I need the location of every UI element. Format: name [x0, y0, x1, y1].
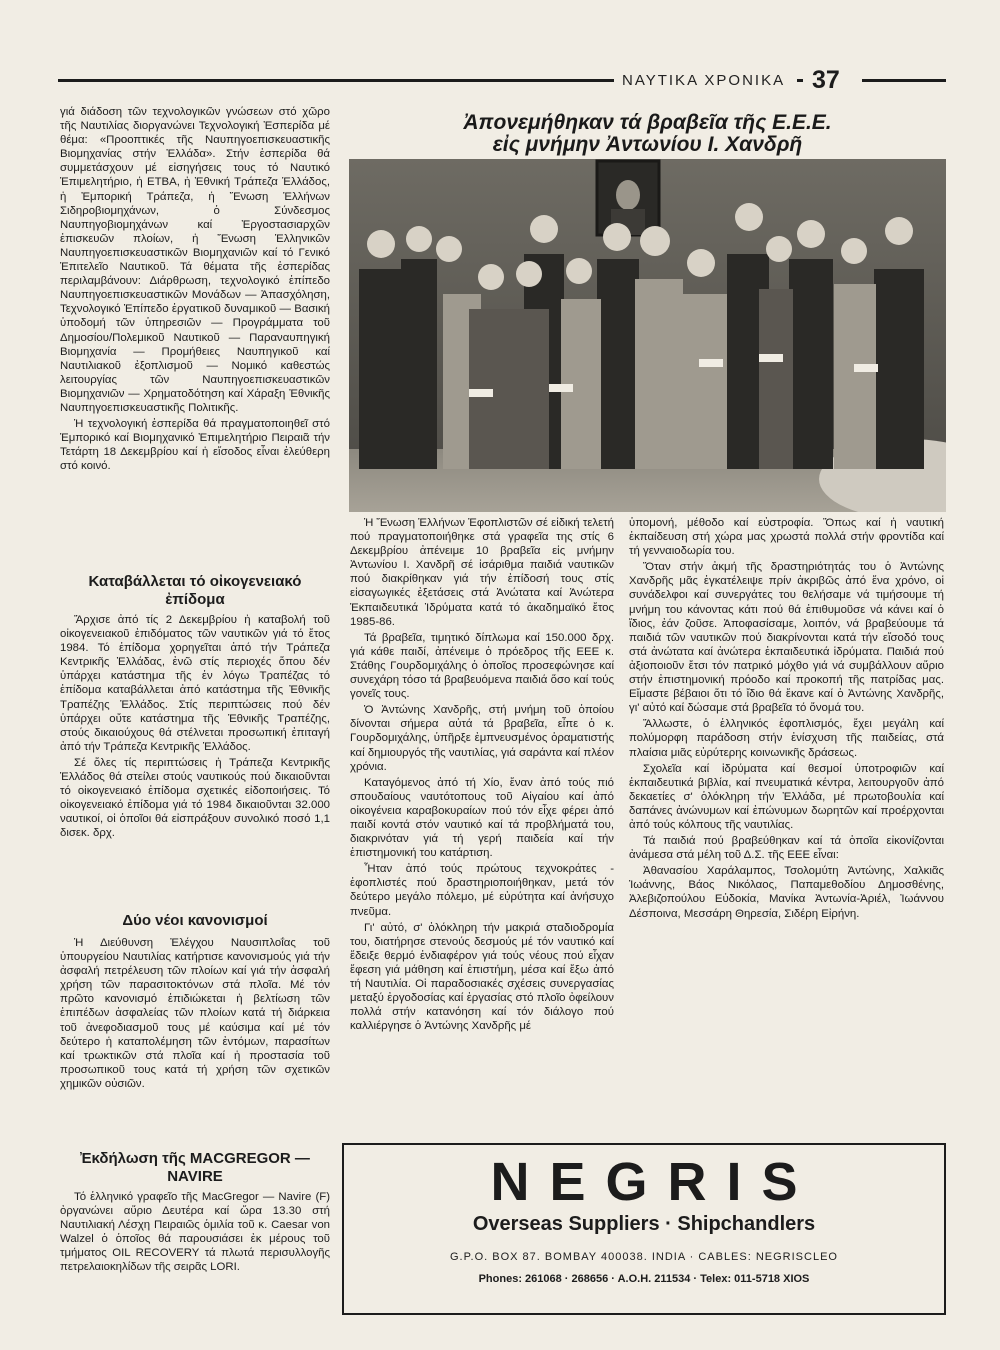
publication-name: ΝΑΥΤΙΚΑ ΧΡΟΝΙΚΑ — [622, 72, 786, 89]
awards-p11: Τά παιδιά πού βραβεύθηκαν καί τά ὁποῖα εἰκονίζονται ἀνάμεσα στά μέλη τοῦ Δ.Σ. τῆς ΕΕΕ εἶναι: — [629, 835, 944, 862]
regulations-article — [60, 936, 330, 1091]
awards-winners-list: Ἀθανασίου Χαράλαμπος, Τσολομύτη Ἀντώνης, Χαλκιᾶς Ἰωάννης, Βάος Νικόλαος, Παπαμεθοδίου Δημοσθένης, Ἀλεβιζοπούλου Εὐδοκία, Μανίκα Ἀντωνία-Ἀριέλ, Ἰωάννου Δέσποινα, Μεσσάρη Θηρεσία, Σιδέρη Εἰρήνη. — [629, 865, 944, 920]
header-rule-left — [58, 79, 614, 82]
family-allowance-heading: Καταβάλλεται τό οἰκογενειακό ἐπίδομα — [88, 573, 302, 608]
ad-phones: Phones: 261068 · 268656 · A.O.H. 211534 · Telex: 011-5718 XIOS — [478, 1273, 810, 1285]
negris-advertisement — [342, 1143, 946, 1315]
main-headline — [345, 112, 950, 156]
award-ceremony-photo — [349, 159, 946, 512]
macgregor-article — [60, 1190, 330, 1275]
ad-title: NEGRIS — [490, 1152, 818, 1212]
awards-p3: Ὁ Ἀντώνης Χανδρῆς, στή μνήμη τοῦ ὁποίου δίνονται σήμερα αὐτά τά βραβεῖα, εἶπε ὁ κ. Γουρδομιχάλης, ὑπῆρξε ἐμπνευσμένος ὁραματιστής καί δημιουργός τῆς ναυτιλίας, γιά σαράντα καί πλέον χρόνια. — [350, 704, 614, 773]
headline-line1: Ἀπονεμήθηκαν τά βραβεῖα τῆς Ε.Ε.Ε. — [463, 111, 832, 134]
ad-address: G.P.O. BOX 87. BOMBAY 400038. INDIA · CABLES: NEGRISCLEO — [450, 1251, 838, 1263]
family-allowance-article — [60, 613, 330, 841]
tech-evening-p1: γιά διάδοση τῶν τεχνολογικῶν γνώσεων στό χῶρο τῆς Ναυτιλίας διοργανώνει Τεχνολογική Ἑσπερίδα μέ θέμα: «Προοπτικές τῆς Ναυπηγοεπισκευαστικῆς Βιομηχανίας στήν Ἑλλάδα». Στήν ἑσπερίδα θά συμμετάσχουν μέ εἰσηγήσεις τους τό Ναυτικό Ἐπιμελητήριο, ἡ ΕΤΒΑ, ἡ Ἐθνική Τράπεζα Ἑλλάδος, ἡ Ἐμπορική Τράπεζα, ἡ Ἕνωση Ἑλλήνων Σιδηροβιομηχάνων, ὁ Σύνδεσμος Ναυπηγοβιομηχάνων καί Ἐργοστασιαρχῶν ἐπισκευῶν πλοίων, ἡ Ἕνωση Ἑλληνικῶν Ναυπηγοεπισκευαστικῶν Βιομηχανιῶν καί τό Γενικό Ἐπιτελεῖο Ναυτικοῦ. Τά θέματα τῆς ἑσπερίδας περιλαμβάνουν: Διάρθρωση, τεχνολογικό ἐπίπεδο Ναυπηγοεπισκευαστικῶν Μονάδων — Ἀπασχόληση, Τεχνολογικό Ἐπίπεδο ἐργατικοῦ δυναμικοῦ — Βασική ὑποδομή τῶν ὑπηρεσιῶν — Προγράμματα τοῦ Δημοσίου/Πολεμικοῦ Ναυτικοῦ — Παραναυπηγική Βιομηχανία — Προμήθειες Ναυπηγικοῦ καί Ναυτιλιακοῦ ἐξοπλισμοῦ — Νομικό καθεστώς λειτουργίας τῶν Ναυπηγοεπισκευαστικῶν Βιομηχανιῶν — Χρηματοδότηση καί Χάραξη Ἐθνικῆς Ναυπηγοεπισκευαστικῆς Πολιτικῆς. — [60, 106, 330, 414]
regulations-p1: Ἡ Διεύθυνση Ἐλέγχου Ναυσιπλοΐας τοῦ ὑπουργείου Ναυτιλίας κατήρτισε κανονισμούς γιά τήν ἀσφαλή πετρέλευση τῶν πλοίων καί γιά τήν ἀσφαλή χρήση τῶν παρασιτοκτόνων στά πλοῖα. Μέ τόν πρῶτο κανονισμό ἐπιδιώκεται ἡ βελτίωση τῶν ἐπιπέδων ἀσφαλείας τῶν πλοίων κατά τή διάρκεια τοῦ ἀνεφοδιασμοῦ τους μέ καύσιμα καί μέ τόν δεύτερο ἡ καταπολέμηση τῶν ἐντόμων, παρασίτων καί τρωκτικῶν στά πλοῖα καί ἡ προστασία τοῦ προσωπικοῦ τους κατά τή χρήση τῶν σχετικῶν χημικῶν οὐσιῶν. — [60, 937, 330, 1090]
regulations-heading: Δύο νέοι κανονισμοί — [122, 912, 268, 929]
ad-subtitle: Overseas Suppliers · Shipchandlers — [472, 1213, 816, 1235]
group-photo-illustration — [349, 159, 946, 512]
header-rule-right — [862, 79, 946, 82]
awards-p8: Ὅταν στήν ἀκμή τῆς δραστηριότητάς του ὁ Ἀντώνης Χανδρῆς μᾶς ἐγκατέλειψε πρίν ἀκριβῶς ἀπό ἕνα χρόνο, οἱ συνάδελφοι καί συνεργάτες του θελήσαμε νά τιμήσουμε τή μνήμη του κάνοντας κάτι πού θά ἐπιθυμοῦσε νά κάνει καί ὁ ἴδιος, ἐάν ζοῦσε. Ἀποφασίσαμε, λοιπόν, νά βραβεύουμε τά παιδιά τῶν ναυτικῶν πού διακρίνονται κατά τήν εἴσοδό τους στά ἀνώτατα καί ἀνώτερα ἐκπαιδευτικά ἱδρύματα. Παιδιά πού ἀξιοποιοῦν ἔτσι τόν πατρικό μόχθο γιά νά συμβάλλουν αὔριο στήν ἐπιστημονική πρόοδο καί προκοπή τῆς πατρίδας μας. Εἴμαστε βέβαιοι ὅτι τό ἴδιο θά ἔκανε καί ὁ Ἀντώνης Χανδρῆς, γι' αὐτό καί δώσαμε στά βραβεῖα τό ὄνομά του. — [629, 561, 944, 715]
headline-line2: εἰς μνήμην Ἀντωνίου Ι. Χανδρῆ — [492, 133, 803, 156]
awards-p6: Γι' αὐτό, σ' ὁλόκληρη τήν μακριά σταδιοδρομία του, διατήρησε στενούς δεσμούς μέ τόν ναυτικό καί ἔδειξε θερμό ἐνδιαφέρον γιά τούς νέους πού εἶχαν ἔφεση γιά μάθηση καί ἐπιστήμη, μέσα καί ἔξω ἀπό τή Ναυτιλία. Οἱ παραδοσιακές σχέσεις συνεργασίας μεταξύ ἐργοδοσίας καί ἐργασίας στό πλοῖο ὀφείλουν πολλά στήν κατανόηση καί τόν διάλογο πού καλλιέργησε ὁ Ἀντώνης Χανδρῆς μέ — [350, 921, 614, 1033]
awards-p4: Καταγόμενος ἀπό τή Χίο, ἕναν ἀπό τούς πιό σπουδαίους ναυτότοπους τοῦ Αἰγαίου καί ἀπό οἰκογένεια καραβοκυραίων πού τόν εἶχε φέρει ἀπό παιδί κοντά στόν ναυτικό καί τά προβλήματά του, διακρινόταν γιά τή γερή παιδεία καί τήν ἐπιστημονική του κατάρτιση. — [350, 776, 614, 860]
awards-p10: Σχολεῖα καί ἱδρύματα καί θεσμοί ὑποτροφιῶν καί ἐκπαιδευτικά βιβλία, καί πνευματικά κέντρα, λειτουργοῦν ἀπό δεκαετίες σ' ὁλόκληρη τήν Ἑλλάδα, μέ πρωτοβουλία καί δαπάνες ἀνώνυμων καί ἐπώνυμων δωρητῶν καί προέρχονται ἀπό τούς κόλπους τῆς ναυτιλίας. — [629, 762, 944, 831]
family-allowance-p1: Ἄρχισε ἀπό τίς 2 Δεκεμβρίου ἡ καταβολή τοῦ οἰκογενειακοῦ ἐπιδόματος τῶν ναυτικῶν γιά τό ἔτος 1984. Τό ἐπίδομα χορηγεῖται ἀπό τήν Τράπεζα Κεντρικῆς Ἑλλάδας, ἐνῶ στίς περιοχές ὅπου δέν ὑπάρχει κατάστημα τῆς ἐν λόγω Τραπέζας τό ἐπίδομα καταβάλλεται ἀπό κατάστημα τῆς Ἐθνικῆς Τραπέζης Ἑλλάδος. Στίς περιπτώσεις πού δέν ὑπάρχει οὔτε κατάστημα τῆς Ἐθνικῆς Τραπέζης, στούς δικαιούχους θά στέλνεται προσωπική ἐπιταγή ἀπό τήν Τράπεζα Κεντρικῆς Ἑλλάδος. — [60, 614, 330, 753]
awards-p1: Ἡ Ἕνωση Ἑλλήνων Ἐφοπλιστῶν σέ εἰδική τελετή πού πραγματοποιήθηκε στά γραφεῖα της στίς 6 Δεκεμβρίου ἀπένειμε 10 βραβεῖα εἰς μνήμην Ἀντωνίου Ι. Χανδρῆ σέ ἰσάριθμα παιδιά ναυτικῶν πού διακρίθηκαν γιά τήν ἐπίδοσή τους στίς εἰσαγωγικές ἐξετάσεις στά Ἀνώτατα καί Ἀνώτερα Ἐκπαιδευτικά Ἱδρύματα κατά τό ἀκαδημαϊκό ἔτος 1985-86. — [350, 517, 614, 628]
macgregor-heading: Ἐκδήλωση τῆς MACGREGOR — NAVIRE — [80, 1150, 310, 1185]
tech-evening-p2: Ἡ τεχνολογική ἑσπερίδα θά πραγματοποιηθεῖ στό Ἐμπορικό καί Βιομηχανικό Ἐπιμελητήριο Πειραιᾶ τήν Τετάρτη 18 Δεκεμβρίου καί ἡ εἴσοδος εἶναι ἐλεύθερη στό κοινό. — [60, 418, 330, 473]
macgregor-p1: Τό ἑλληνικό γραφεῖο τῆς MacGregor — Navire (F) ὀργανώνει αὔριο Δευτέρα καί ὥρα 13.30 στή Ναυτιλιακή Λέσχη Πειραιῶς ὁμιλία τοῦ κ. Caesar von Walzel ὁ ὁποῖος θά παρουσιάσει ἐκ μέρους τοῦ τμήματος OIL RECOVERY τά πλωτά περισυλλογῆς πετρελαιοκηλίδων τῆς σειρᾶς LORI. — [60, 1191, 330, 1274]
header-rule-mid — [797, 79, 803, 82]
awards-p9: Ἄλλωστε, ὁ ἑλληνικός ἐφοπλισμός, ἔχει μεγάλη καί πολύμορφη παράδοση στήν ἐνίσχυση τῆς παιδείας, στά πλαίσια μιᾶς εὐρύτερης κοινωνικῆς δράσεως. — [629, 718, 944, 759]
page-number: 37 — [812, 66, 840, 94]
awards-p5: Ἦταν ἀπό τούς πρώτους τεχνοκράτες - ἐφοπλιστές πού δραστηριοποιήθηκαν, μετά τόν δεύτερο μεγάλο πόλεμο, μέ εὐρύτητα καί ἀνήσυχο πνεῦμα. — [350, 863, 614, 918]
awards-p7: ὑπομονή, μέθοδο καί εὐστροφία. Ὅπως καί ἡ ναυτική ἐκπαίδευση στή χώρα μας χρωστά πολλά στήν φροντίδα καί τή γενναιοδωρία του. — [629, 517, 944, 558]
awards-p2: Τά βραβεῖα, τιμητικό δίπλωμα καί 150.000 δρχ. γιά κάθε παιδί, ἀπένειμε ὁ πρόεδρος τῆς ΕΕΕ κ. Στάθης Γουρδομιχάλης ὁ ὁποῖος προσεφώνησε καί συνεχάρη τόσο τά βραβευόμενα παιδιά ὅσο καί τούς γονεῖς τους. — [350, 631, 614, 701]
awards-article-col2 — [350, 516, 614, 1033]
tech-evening-article — [60, 105, 330, 473]
awards-article-col3 — [629, 516, 944, 921]
family-allowance-p2: Σέ ὅλες τίς περιπτώσεις ἡ Τράπεζα Κεντρικῆς Ἑλλάδος θά στείλει στούς ναυτικούς πού δικαιοῦνται τό οἰκογενειακό ἐπίδομα σχετικές εἰδοποιήσεις. Τό οἰκογενειακό ἐπίδομα γιά τό 1984 δικαιοῦνται 32.000 ναυτικοί, οἱ ὁποῖοι θά εἰσπράξουν συνολικό ποσό 1,1 δισεκ. δρχ. — [60, 756, 330, 840]
